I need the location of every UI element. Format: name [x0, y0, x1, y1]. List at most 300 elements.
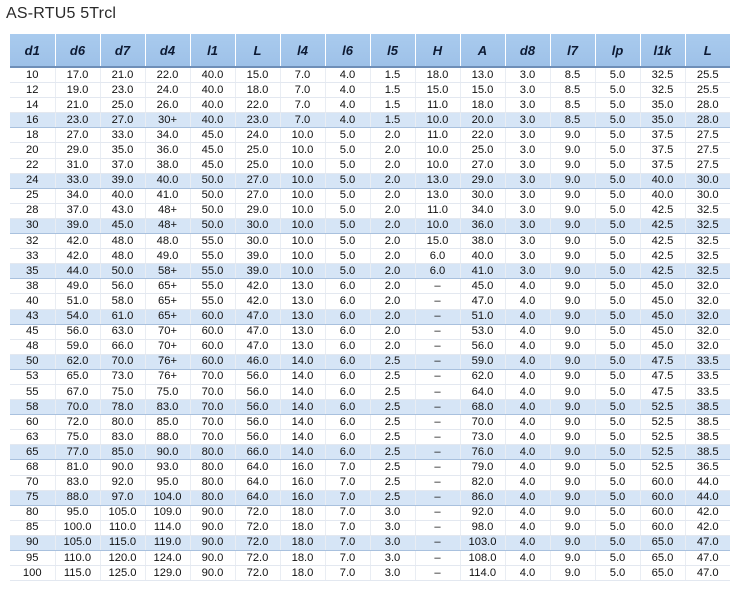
table-cell: 59.0 — [55, 339, 100, 354]
table-cell: 2.0 — [370, 218, 415, 233]
table-cell: 2.5 — [370, 490, 415, 505]
table-cell: 22.0 — [460, 128, 505, 143]
table-cell: 13.0 — [415, 188, 460, 203]
table-cell: 22 — [10, 158, 55, 173]
table-cell: 19.0 — [55, 83, 100, 98]
table-cell: 14.0 — [280, 384, 325, 399]
table-cell: 5.0 — [595, 490, 640, 505]
table-cell: 2.5 — [370, 354, 415, 369]
table-cell: 33.0 — [55, 173, 100, 188]
table-cell: 9.0 — [550, 505, 595, 520]
table-cell: 9.0 — [550, 354, 595, 369]
table-cell: 47.0 — [685, 566, 730, 581]
table-cell: 51.0 — [55, 294, 100, 309]
table-row — [10, 218, 730, 233]
table-cell: – — [415, 415, 460, 430]
table-cell: 10.0 — [280, 249, 325, 264]
table-cell: 4.0 — [505, 279, 550, 294]
table-cell: 37.0 — [55, 203, 100, 218]
table-cell: 18.0 — [235, 83, 280, 98]
table-cell: 85.0 — [145, 415, 190, 430]
column-header: l4 — [280, 34, 325, 67]
table-cell: 3.0 — [505, 98, 550, 113]
table-cell: – — [415, 354, 460, 369]
table-cell: 4.0 — [325, 67, 370, 83]
table-cell: 35.0 — [640, 98, 685, 113]
table-cell: 47.0 — [685, 535, 730, 550]
table-cell: 42.5 — [640, 234, 685, 249]
table-cell: 61.0 — [100, 309, 145, 324]
table-cell: 92.0 — [100, 475, 145, 490]
table-cell: 5.0 — [595, 98, 640, 113]
table-cell: 7.0 — [325, 460, 370, 475]
table-cell: 27.0 — [100, 113, 145, 128]
table-row — [10, 535, 730, 550]
table-cell: 45.0 — [190, 128, 235, 143]
table-row — [10, 67, 730, 83]
table-cell: 45.0 — [640, 339, 685, 354]
table-cell: 9.0 — [550, 430, 595, 445]
table-cell: 45.0 — [640, 279, 685, 294]
table-cell: 85 — [10, 520, 55, 535]
table-cell: 64.0 — [460, 384, 505, 399]
table-cell: 114.0 — [460, 566, 505, 581]
table-cell: 80.0 — [190, 460, 235, 475]
table-cell: 76+ — [145, 369, 190, 384]
table-cell: 25 — [10, 188, 55, 203]
table-cell: – — [415, 369, 460, 384]
table-cell: 5.0 — [325, 188, 370, 203]
table-cell: 25.0 — [235, 158, 280, 173]
table-cell: 56.0 — [460, 339, 505, 354]
table-cell: 45.0 — [190, 158, 235, 173]
table-cell: 65.0 — [640, 535, 685, 550]
table-cell: 67.0 — [55, 384, 100, 399]
table-cell: 4.0 — [505, 535, 550, 550]
table-cell: 50.0 — [190, 203, 235, 218]
table-cell: 32.5 — [685, 249, 730, 264]
table-row — [10, 158, 730, 173]
table-cell: 7.0 — [325, 505, 370, 520]
table-cell: 52.5 — [640, 430, 685, 445]
table-cell: 60.0 — [640, 475, 685, 490]
table-cell: 6.0 — [325, 294, 370, 309]
table-cell: 4.0 — [505, 475, 550, 490]
table-cell: 38.5 — [685, 415, 730, 430]
table-cell: 31.0 — [55, 158, 100, 173]
table-cell: 90.0 — [190, 505, 235, 520]
table-cell: 2.5 — [370, 430, 415, 445]
table-cell: 129.0 — [145, 566, 190, 581]
table-cell: 45.0 — [190, 143, 235, 158]
table-cell: 47.5 — [640, 354, 685, 369]
table-cell: 33.5 — [685, 384, 730, 399]
table-cell: 47.0 — [235, 309, 280, 324]
table-cell: 40.0 — [190, 98, 235, 113]
table-cell: 27.5 — [685, 143, 730, 158]
table-cell: – — [415, 505, 460, 520]
table-cell: 29.0 — [55, 143, 100, 158]
table-cell: 33.5 — [685, 369, 730, 384]
table-cell: 5.0 — [595, 415, 640, 430]
table-cell: 5.0 — [595, 249, 640, 264]
table-cell: 115.0 — [100, 535, 145, 550]
table-cell: 60.0 — [190, 324, 235, 339]
table-cell: 42.5 — [640, 218, 685, 233]
table-cell: 56.0 — [55, 324, 100, 339]
table-cell: 68.0 — [460, 400, 505, 415]
table-cell: 30.0 — [235, 218, 280, 233]
table-cell: 5.0 — [595, 430, 640, 445]
table-cell: 33.5 — [685, 354, 730, 369]
table-cell: 47.5 — [640, 384, 685, 399]
table-cell: 56.0 — [235, 369, 280, 384]
table-cell: 80 — [10, 505, 55, 520]
table-cell: 28.0 — [685, 113, 730, 128]
table-cell: 42.0 — [235, 294, 280, 309]
table-row — [10, 203, 730, 218]
table-cell: 32.5 — [685, 203, 730, 218]
table-cell: 27.0 — [235, 188, 280, 203]
table-cell: 28.0 — [685, 98, 730, 113]
table-cell: 7.0 — [280, 83, 325, 98]
table-cell: 9.0 — [550, 143, 595, 158]
table-cell: 9.0 — [550, 249, 595, 264]
column-header: d1 — [10, 34, 55, 67]
table-cell: 18.0 — [415, 67, 460, 83]
table-cell: 39.0 — [235, 249, 280, 264]
table-row — [10, 309, 730, 324]
table-cell: 50.0 — [190, 188, 235, 203]
table-cell: 47.5 — [640, 369, 685, 384]
table-cell: 25.0 — [460, 143, 505, 158]
table-cell: 51.0 — [460, 309, 505, 324]
table-cell: 7.0 — [325, 551, 370, 566]
table-cell: 6.0 — [325, 384, 370, 399]
table-cell: 10.0 — [280, 158, 325, 173]
table-cell: – — [415, 520, 460, 535]
table-cell: 110.0 — [55, 551, 100, 566]
table-cell: 90.0 — [190, 551, 235, 566]
table-cell: 2.5 — [370, 460, 415, 475]
table-cell: 6.0 — [325, 369, 370, 384]
table-cell: 47.0 — [685, 551, 730, 566]
table-cell: 73.0 — [100, 369, 145, 384]
table-cell: 48 — [10, 339, 55, 354]
table-cell: 50 — [10, 354, 55, 369]
table-cell: 65+ — [145, 294, 190, 309]
table-cell: 83.0 — [100, 430, 145, 445]
table-cell: 80.0 — [190, 490, 235, 505]
table-cell: 70.0 — [55, 400, 100, 415]
table-cell: 5.0 — [595, 234, 640, 249]
table-cell: 30.0 — [685, 173, 730, 188]
table-cell: 3.0 — [370, 566, 415, 581]
table-cell: 3.0 — [370, 535, 415, 550]
table-cell: 3.0 — [370, 551, 415, 566]
table-row — [10, 354, 730, 369]
table-cell: 27.0 — [460, 158, 505, 173]
table-cell: 5.0 — [595, 294, 640, 309]
table-cell: 3.0 — [505, 158, 550, 173]
table-cell: 5.0 — [595, 445, 640, 460]
table-cell: 9.0 — [550, 551, 595, 566]
table-cell: 34.0 — [55, 188, 100, 203]
table-cell: 33 — [10, 249, 55, 264]
table-cell: 14.0 — [280, 400, 325, 415]
column-header: d4 — [145, 34, 190, 67]
table-cell: 60.0 — [190, 354, 235, 369]
table-cell: 29.0 — [460, 173, 505, 188]
table-cell: 65+ — [145, 279, 190, 294]
table-row — [10, 188, 730, 203]
table-cell: 54.0 — [55, 309, 100, 324]
table-cell: 95.0 — [145, 475, 190, 490]
table-cell: 70.0 — [190, 369, 235, 384]
table-cell: 6.0 — [325, 354, 370, 369]
table-cell: 65 — [10, 445, 55, 460]
table-cell: 55.0 — [190, 294, 235, 309]
table-cell: 9.0 — [550, 128, 595, 143]
table-cell: 10.0 — [280, 188, 325, 203]
table-cell: 30.0 — [235, 234, 280, 249]
table-cell: 5.0 — [595, 475, 640, 490]
table-cell: 97.0 — [100, 490, 145, 505]
table-cell: 60.0 — [190, 339, 235, 354]
table-cell: 3.0 — [505, 218, 550, 233]
column-header: L — [235, 34, 280, 67]
table-row — [10, 143, 730, 158]
table-cell: 42.0 — [235, 279, 280, 294]
table-row — [10, 551, 730, 566]
table-cell: 98.0 — [460, 520, 505, 535]
table-cell: 40.0 — [190, 67, 235, 83]
table-cell: 70 — [10, 475, 55, 490]
table-cell: 50.0 — [190, 218, 235, 233]
table-cell: 42.0 — [55, 234, 100, 249]
table-cell: 5.0 — [595, 203, 640, 218]
table-cell: 22.0 — [145, 67, 190, 83]
table-cell: 20 — [10, 143, 55, 158]
table-cell: 35 — [10, 264, 55, 279]
table-cell: 2.0 — [370, 128, 415, 143]
table-cell: 10.0 — [280, 234, 325, 249]
table-cell: 3.0 — [505, 203, 550, 218]
table-cell: 32.0 — [685, 324, 730, 339]
table-cell: 40.0 — [190, 83, 235, 98]
table-cell: 7.0 — [325, 566, 370, 581]
table-cell: 32 — [10, 234, 55, 249]
table-row — [10, 249, 730, 264]
table-cell: – — [415, 324, 460, 339]
table-cell: 5.0 — [595, 113, 640, 128]
table-cell: 3.0 — [505, 264, 550, 279]
column-header: l6 — [325, 34, 370, 67]
table-cell: 10.0 — [280, 173, 325, 188]
table-cell: 3.0 — [370, 505, 415, 520]
table-cell: 120.0 — [100, 551, 145, 566]
table-cell: – — [415, 566, 460, 581]
table-cell: 79.0 — [460, 460, 505, 475]
table-cell: 5.0 — [595, 551, 640, 566]
table-cell: 42.5 — [640, 203, 685, 218]
table-cell: 5.0 — [325, 173, 370, 188]
table-cell: – — [415, 384, 460, 399]
table-cell: 52.5 — [640, 415, 685, 430]
table-cell: 6.0 — [325, 415, 370, 430]
table-cell: 3.0 — [505, 128, 550, 143]
column-header: L — [685, 34, 730, 67]
table-cell: 4.0 — [505, 339, 550, 354]
column-header: lp — [595, 34, 640, 67]
table-cell: 49.0 — [55, 279, 100, 294]
table-cell: 3.0 — [505, 249, 550, 264]
table-cell: 2.0 — [370, 324, 415, 339]
table-cell: 75.0 — [145, 384, 190, 399]
table-cell: 47.0 — [235, 339, 280, 354]
table-cell: 40.0 — [460, 249, 505, 264]
table-cell: 86.0 — [460, 490, 505, 505]
table-cell: 2.5 — [370, 415, 415, 430]
table-cell: 13.0 — [280, 309, 325, 324]
table-cell: 104.0 — [145, 490, 190, 505]
table-cell: 25.5 — [685, 83, 730, 98]
table-row — [10, 339, 730, 354]
table-row — [10, 264, 730, 279]
table-cell: – — [415, 475, 460, 490]
table-cell: 13.0 — [280, 279, 325, 294]
table-cell: 70.0 — [190, 430, 235, 445]
table-cell: 72.0 — [235, 505, 280, 520]
table-cell: 10.0 — [415, 113, 460, 128]
table-cell: 30+ — [145, 113, 190, 128]
table-cell: 70+ — [145, 339, 190, 354]
table-cell: 34.0 — [460, 203, 505, 218]
table-cell: 9.0 — [550, 566, 595, 581]
table-cell: 18.0 — [280, 520, 325, 535]
table-cell: 10.0 — [280, 203, 325, 218]
table-cell: 2.0 — [370, 279, 415, 294]
table-cell: 40 — [10, 294, 55, 309]
table-cell: 10.0 — [280, 218, 325, 233]
table-cell: 70+ — [145, 324, 190, 339]
table-cell: 27.0 — [235, 173, 280, 188]
table-cell: 77.0 — [55, 445, 100, 460]
table-cell: 9.0 — [550, 520, 595, 535]
table-cell: 58+ — [145, 264, 190, 279]
table-cell: 56.0 — [100, 279, 145, 294]
table-cell: – — [415, 535, 460, 550]
table-cell: 5.0 — [595, 143, 640, 158]
table-cell: 3.0 — [370, 520, 415, 535]
table-cell: 45.0 — [640, 294, 685, 309]
table-cell: 88.0 — [145, 430, 190, 445]
table-cell: 45.0 — [100, 218, 145, 233]
table-row — [10, 369, 730, 384]
table-cell: 32.5 — [640, 67, 685, 83]
table-row — [10, 430, 730, 445]
table-cell: 30.0 — [460, 188, 505, 203]
table-cell: 2.5 — [370, 384, 415, 399]
table-cell: 1.5 — [370, 67, 415, 83]
table-cell: 9.0 — [550, 535, 595, 550]
table-cell: 9.0 — [550, 490, 595, 505]
table-row — [10, 566, 730, 581]
table-cell: 39.0 — [100, 173, 145, 188]
table-cell: 40.0 — [100, 188, 145, 203]
table-cell: 35.0 — [640, 113, 685, 128]
table-cell: 18.0 — [280, 566, 325, 581]
table-cell: 25.0 — [100, 98, 145, 113]
table-cell: 7.0 — [280, 98, 325, 113]
table-cell: 40.0 — [640, 188, 685, 203]
table-cell: 18.0 — [460, 98, 505, 113]
table-cell: 5.0 — [595, 505, 640, 520]
table-cell: 2.5 — [370, 369, 415, 384]
table-cell: 10.0 — [415, 218, 460, 233]
table-cell: 42.5 — [640, 264, 685, 279]
table-cell: 7.0 — [325, 535, 370, 550]
table-cell: 49.0 — [145, 249, 190, 264]
table-cell: 44.0 — [55, 264, 100, 279]
table-cell: 9.0 — [550, 324, 595, 339]
table-cell: – — [415, 490, 460, 505]
table-row — [10, 279, 730, 294]
table-cell: 34.0 — [145, 128, 190, 143]
table-cell: 9.0 — [550, 173, 595, 188]
table-cell: 95.0 — [55, 505, 100, 520]
table-cell: 4.0 — [505, 354, 550, 369]
table-cell: 6.0 — [325, 339, 370, 354]
table-cell: 18.0 — [280, 535, 325, 550]
table-cell: 72.0 — [235, 566, 280, 581]
table-cell: 5.0 — [325, 218, 370, 233]
table-cell: – — [415, 400, 460, 415]
table-cell: 32.0 — [685, 339, 730, 354]
table-cell: 75 — [10, 490, 55, 505]
table-cell: 3.0 — [505, 173, 550, 188]
table-cell: 30 — [10, 218, 55, 233]
table-cell: 14.0 — [280, 445, 325, 460]
table-cell: 14 — [10, 98, 55, 113]
table-cell: 37.0 — [100, 158, 145, 173]
table-cell: 63 — [10, 430, 55, 445]
table-cell: 119.0 — [145, 535, 190, 550]
table-cell: 115.0 — [55, 566, 100, 581]
table-cell: 1.5 — [370, 98, 415, 113]
table-cell: 42.0 — [55, 249, 100, 264]
table-cell: 2.0 — [370, 234, 415, 249]
table-cell: 65+ — [145, 309, 190, 324]
table-cell: 3.0 — [505, 67, 550, 83]
table-cell: 5.0 — [325, 128, 370, 143]
table-cell: 75.0 — [55, 430, 100, 445]
table-cell: 4.0 — [505, 294, 550, 309]
table-cell: 22.0 — [235, 98, 280, 113]
table-cell: 9.0 — [550, 264, 595, 279]
table-cell: 90.0 — [145, 445, 190, 460]
table-cell: 38.0 — [460, 234, 505, 249]
table-cell: 6.0 — [325, 445, 370, 460]
table-cell: 60.0 — [640, 505, 685, 520]
table-row — [10, 234, 730, 249]
table-cell: 55.0 — [190, 249, 235, 264]
table-cell: 43.0 — [100, 203, 145, 218]
table-cell: 3.0 — [505, 143, 550, 158]
table-cell: 68 — [10, 460, 55, 475]
table-cell: 3.0 — [505, 234, 550, 249]
table-cell: 7.0 — [280, 67, 325, 83]
